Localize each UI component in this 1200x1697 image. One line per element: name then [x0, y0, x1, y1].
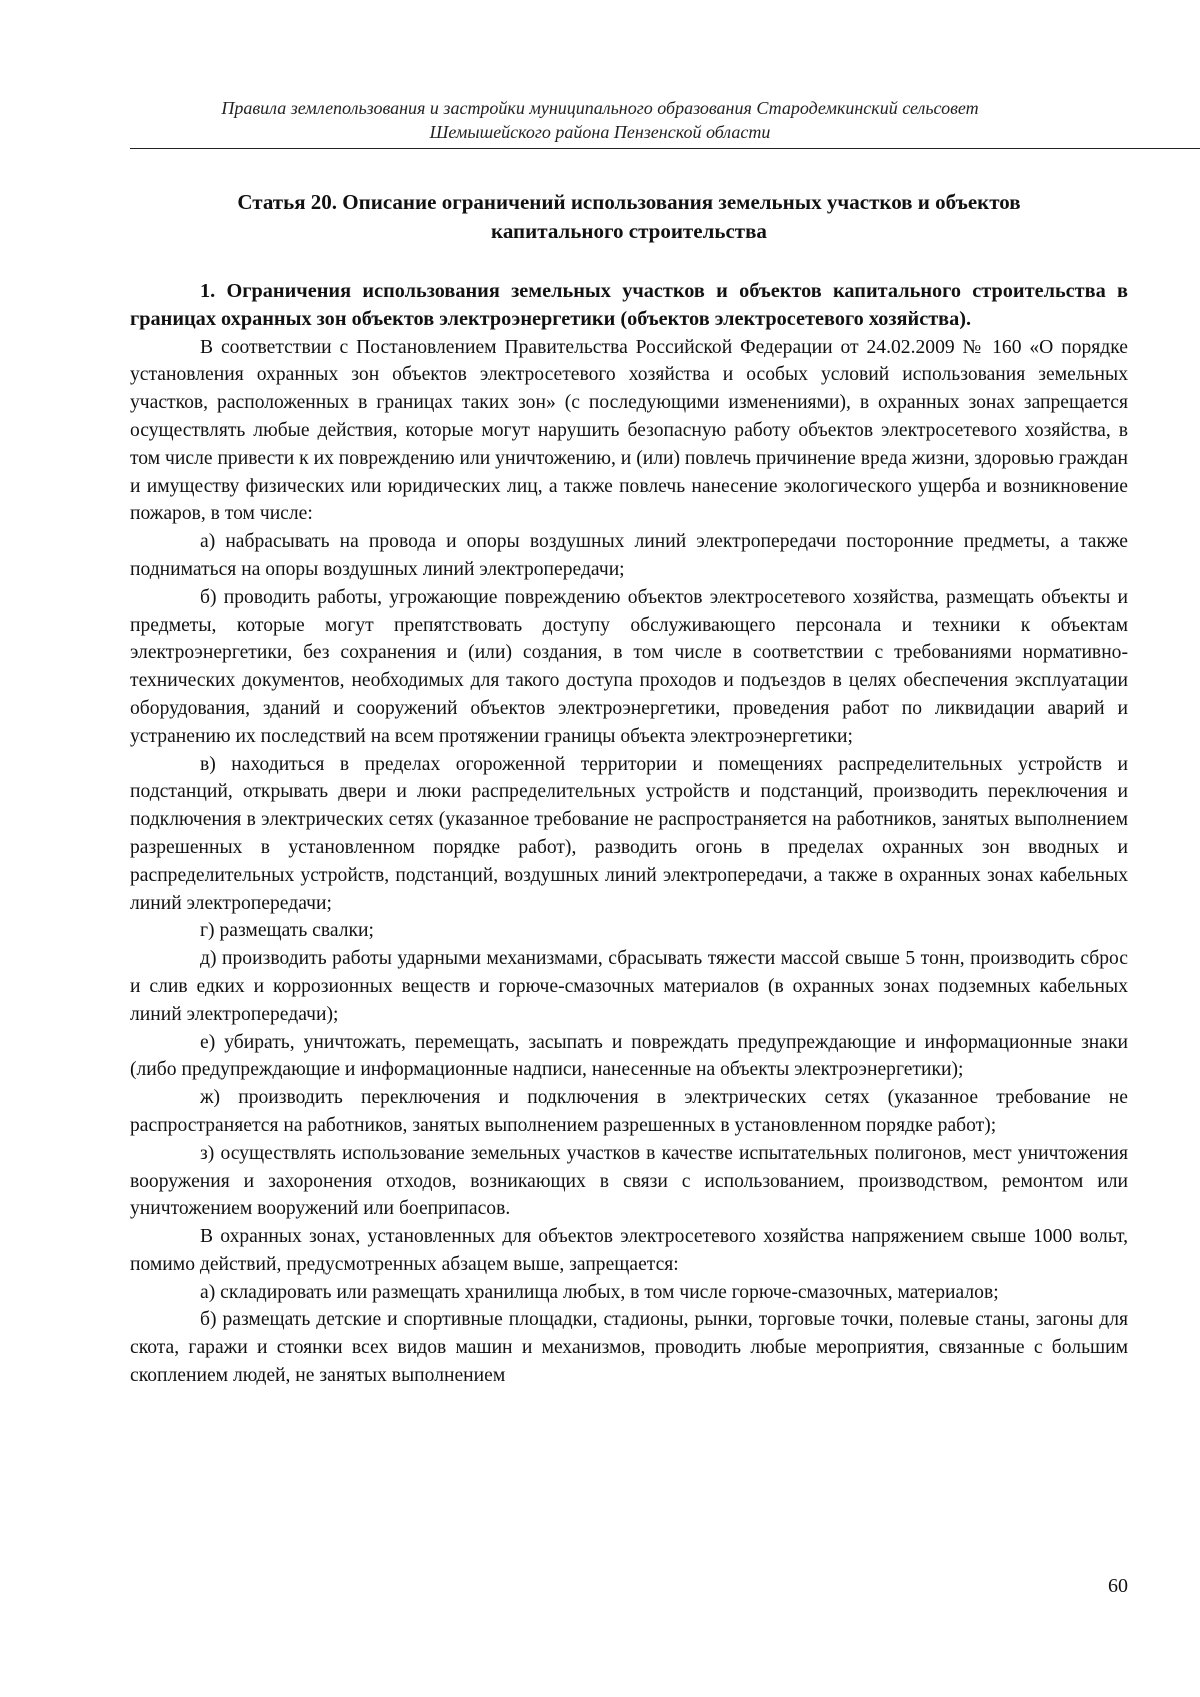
article-title-line-1: Статья 20. Описание ограничений использования земельных участков и объектов	[237, 190, 1021, 214]
paragraph-intro: В соответствии с Постановлением Правительства Российской Федерации от 24.02.2009 № 160 «О порядке установления охранных зон объектов электросетевого хозяйства и особых условий использования земельных участков, расположенных в границах таких зон» (с последующими изменениями), в охранных зонах запрещается осуществлять любые действия, которые могут нарушить безопасную работу объектов электросетевого хозяйства, в том числе привести к их повреждению или уничтожению, и (или) повлечь причинение вреда жизни, здоровью граждан и имуществу физических или юридических лиц, а также повлечь нанесение экологического ущерба и возникновение пожаров, в том числе:	[130, 336, 1128, 525]
paragraph-item-v: в) находиться в пределах огороженной территории и помещениях распределительных устройств и подстанций, открывать двери и люки распределительных устройств и подстанций, производить переключения и подключения в электрических сетях (указанное требование не распространяется на работников, занятых выполнением разрешенных в установленном порядке работ), разводить огонь в пределах охранных зон вводных и распределительных устройств, подстанций, воздушных линий электропередачи, а также в охранных зонах кабельных линий электропередачи;	[130, 753, 1128, 914]
article-title	[130, 188, 1128, 246]
paragraph-hv-item-b: б) размещать детские и спортивные площадки, стадионы, рынки, торговые точки, полевые станы, загоны для скота, гаражи и стоянки всех видов машин и механизмов, проводить любые мероприятия, связанные с большим скоплением людей, не занятых выполнением	[130, 1309, 1128, 1387]
paragraph-hv-item-a: а) складировать или размещать хранилища любых, в том числе горюче-смазочных, материалов;	[200, 1281, 999, 1303]
paragraph-item-d: д) производить работы ударными механизмами, сбрасывать тяжести массой свыше 5 тонн, производить сброс и слив едких и коррозионных веществ и горюче-смазочных материалов (в охранных зонах подземных кабельных линий электропередачи);	[130, 948, 1128, 1025]
page-number: 60	[1108, 1575, 1128, 1597]
paragraph-item-zh: ж) производить переключения и подключения в электрических сетях (указанное требование не распространяется на работников, занятых выполнением разрешенных в установленном порядке работ);	[130, 1087, 1128, 1136]
running-header	[130, 96, 1070, 144]
paragraph-item-b: б) проводить работы, угрожающие повреждению объектов электросетевого хозяйства, размещать объекты и предметы, которые могут препятствовать доступу обслуживающего персонала и техники к объектам электроэнергетики, без сохранения и (или) создания, в том числе в соответствии с требованиями нормативно-технических документов, необходимых для такого доступа проходов и подъездов в целях обеспечения эксплуатации оборудования, зданий и сооружений объектов электроэнергетики, проведения работ по ликвидации аварий и устранению их последствий на всем протяжении границы объекта электроэнергетики;	[130, 586, 1128, 747]
article-title-line-2: капитального строительства	[491, 219, 767, 243]
paragraph-item-z: з) осуществлять использование земельных участков в качестве испытательных полигонов, мест уничтожения вооружения и захоронения отходов, возникающих в связи с использованием, производством, ремонтом или уничтожением вооружений или боеприпасов.	[130, 1142, 1128, 1220]
running-header-line-2: Шемышейского района Пензенской области	[429, 122, 771, 142]
paragraph-item-e: е) убирать, уничтожать, перемещать, засыпать и повреждать предупреждающие и информационные знаки (либо предупреждающие и информационные надписи, нанесенные на объекты электроэнергетики);	[130, 1031, 1128, 1081]
paragraph-item-a: а) набрасывать на провода и опоры воздушных линий электропередачи посторонние предметы, а также подниматься на опоры воздушных линий электропередачи;	[130, 531, 1128, 580]
paragraph-high-voltage-intro: В охранных зонах, установленных для объектов электросетевого хозяйства напряжением свыше 1000 вольт, помимо действий, предусмотренных абзацем выше, запрещается:	[130, 1226, 1128, 1275]
running-header-line-1: Правила землепользования и застройки муниципального образования Стародемкинский сельсовет	[221, 98, 979, 118]
header-divider	[130, 148, 1200, 149]
section-heading: 1. Ограничения использования земельных участков и объектов капитального строительства в границах охранных зон объектов электроэнергетики (объектов электросетевого хозяйства).	[130, 280, 1128, 330]
paragraph-item-g: г) размещать свалки;	[200, 920, 374, 942]
document-body	[130, 188, 1128, 1390]
